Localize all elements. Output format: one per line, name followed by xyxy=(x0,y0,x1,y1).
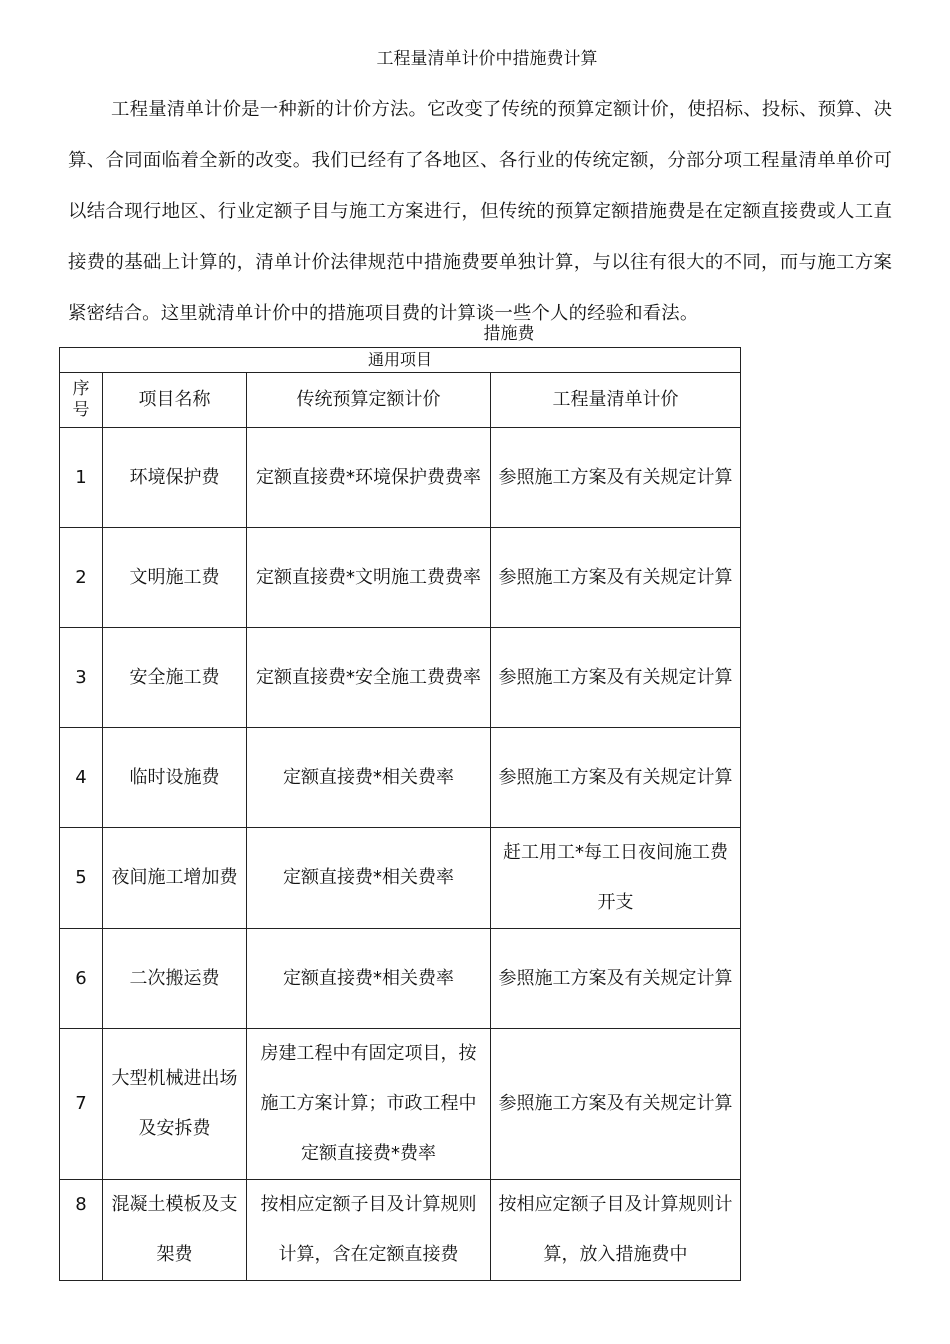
cell-seq: 3 xyxy=(60,628,103,728)
table-row xyxy=(60,1180,741,1281)
cell-bill: 参照施工方案及有关规定计算 xyxy=(491,628,741,728)
cell-seq: 1 xyxy=(60,428,103,528)
cell-traditional: 定额直接费*文明施工费费率 xyxy=(247,528,491,628)
table-column-header-row xyxy=(60,373,741,428)
document-title: 工程量清单计价中措施费计算 xyxy=(376,49,598,69)
column-header-name: 项目名称 xyxy=(103,373,247,428)
cell-traditional: 定额直接费*安全施工费费率 xyxy=(247,628,491,728)
cell-item-name: 夜间施工增加费 xyxy=(103,828,247,929)
cell-item-name: 二次搬运费 xyxy=(103,929,247,1029)
cell-item-name: 文明施工费 xyxy=(103,528,247,628)
cell-seq: 8 xyxy=(60,1180,103,1281)
column-header-bill: 工程量清单计价 xyxy=(491,373,741,428)
cell-seq: 2 xyxy=(60,528,103,628)
cell-bill: 参照施工方案及有关规定计算 xyxy=(491,528,741,628)
cell-bill: 参照施工方案及有关规定计算 xyxy=(491,728,741,828)
table-group-header: 通用项目 xyxy=(60,348,741,373)
cell-traditional: 定额直接费*相关费率 xyxy=(247,929,491,1029)
measures-fee-table xyxy=(59,347,741,1281)
cell-item-name: 临时设施费 xyxy=(103,728,247,828)
cell-bill: 按相应定额子目及计算规则计算，放入措施费中 xyxy=(491,1180,741,1281)
cell-traditional: 房建工程中有固定项目，按施工方案计算；市政工程中定额直接费*费率 xyxy=(247,1029,491,1180)
table-row xyxy=(60,1029,741,1180)
table-group-header-row xyxy=(60,348,741,373)
cell-seq: 4 xyxy=(60,728,103,828)
cell-traditional: 定额直接费*环境保护费费率 xyxy=(247,428,491,528)
cell-seq: 6 xyxy=(60,929,103,1029)
table-row xyxy=(60,929,741,1029)
table-row xyxy=(60,428,741,528)
table-row xyxy=(60,628,741,728)
table-row xyxy=(60,828,741,929)
cell-item-name: 环境保护费 xyxy=(103,428,247,528)
intro-paragraph: 工程量清单计价是一种新的计价方法。它改变了传统的预算定额计价，使招标、投标、预算、决算、合同面临着全新的改变。我们已经有了各地区、各行业的传统定额，分部分项工程量清单单价可以结合现行地区、行业定额子目与施工方案进行，但传统的预算定额措施费是在定额直接费或人工直接费的基础上计算的，清单计价法律规范中措施费要单独计算，与以往有很大的不同，而与施工方案紧密结合。这里就清单计价中的措施项目费的计算谈一些个人的经验和看法。 xyxy=(68,99,892,324)
cell-seq: 5 xyxy=(60,828,103,929)
cell-traditional: 定额直接费*相关费率 xyxy=(247,728,491,828)
cell-traditional: 定额直接费*相关费率 xyxy=(247,828,491,929)
cell-item-name: 混凝土模板及支架费 xyxy=(103,1180,247,1281)
cell-item-name: 安全施工费 xyxy=(103,628,247,728)
cell-bill: 赶工用工*每工日夜间施工费开支 xyxy=(491,828,741,929)
column-header-seq: 序号 xyxy=(60,373,103,428)
cell-bill: 参照施工方案及有关规定计算 xyxy=(491,1029,741,1180)
cell-bill: 参照施工方案及有关规定计算 xyxy=(491,929,741,1029)
table-caption: 措施费 xyxy=(483,324,535,344)
column-header-traditional: 传统预算定额计价 xyxy=(247,373,491,428)
table-row xyxy=(60,528,741,628)
cell-traditional: 按相应定额子目及计算规则计算，含在定额直接费 xyxy=(247,1180,491,1281)
cell-item-name: 大型机械进出场及安拆费 xyxy=(103,1029,247,1180)
table-row xyxy=(60,728,741,828)
cell-bill: 参照施工方案及有关规定计算 xyxy=(491,428,741,528)
cell-seq: 7 xyxy=(60,1029,103,1180)
